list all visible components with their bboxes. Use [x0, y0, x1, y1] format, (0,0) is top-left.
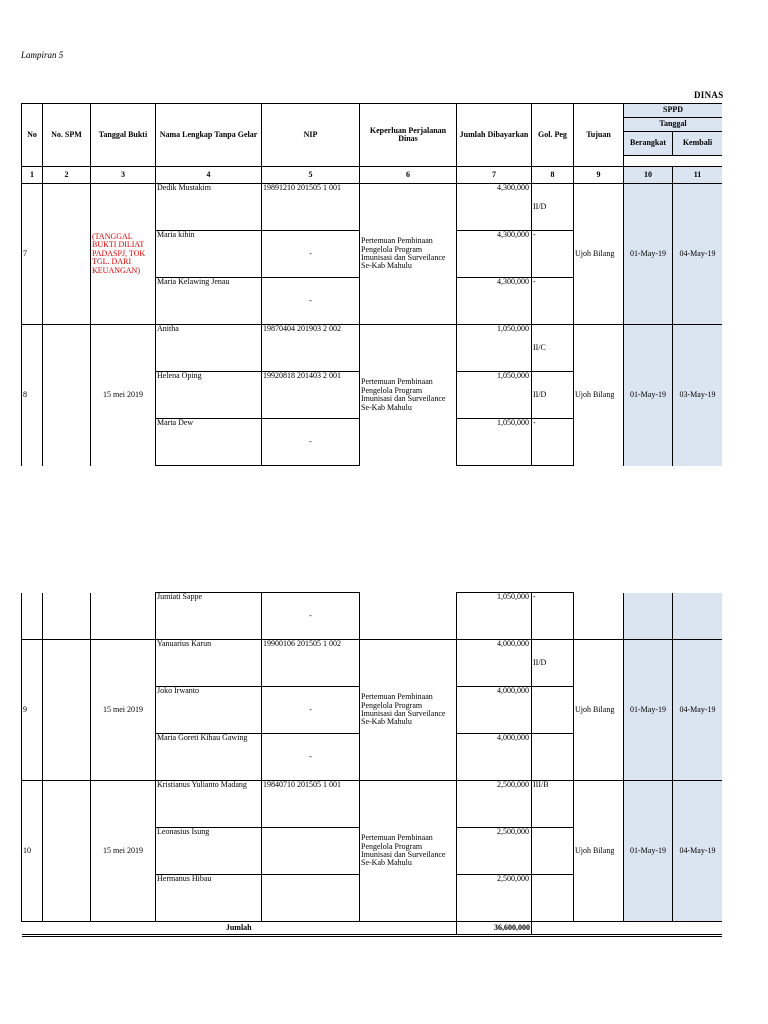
row-nama: Maria Kelawing Jenau [156, 278, 262, 325]
header-berangkat: Berangkat [624, 132, 673, 156]
header-tanggal-bukti: Tanggal Bukti [91, 104, 156, 167]
row-gol [532, 734, 574, 781]
row-gol [532, 687, 574, 734]
row-nip: - [262, 734, 360, 781]
row-tujuan: Ujoh Bilang [574, 325, 624, 466]
row-nama: Anitha [156, 325, 262, 372]
row-tanggal-bukti-cont [91, 593, 156, 640]
row-spm-cont [43, 593, 91, 640]
travel-payment-table-continued [21, 592, 722, 937]
row-no: 8 [22, 325, 43, 466]
row-nama: Marta Dew [156, 419, 262, 466]
row-nama: Maria kihin [156, 231, 262, 278]
row-nip: - [262, 231, 360, 278]
attachment-label: Lampiran 5 [21, 50, 64, 60]
travel-payment-table [21, 103, 722, 466]
col-number-5: 5 [262, 167, 360, 184]
row-gol: - [532, 419, 574, 466]
row-spm [43, 325, 91, 466]
table-row [22, 325, 723, 372]
row-gol [532, 828, 574, 875]
row-kembali: 04-May-19 [673, 184, 723, 325]
row-keperluan-cont [360, 593, 457, 640]
row-keperluan: Pertemuan Pembinaan Pengelola Program Imunisasi dan Surveilance Se-Kab Mahulu [360, 184, 457, 325]
col-number-10: 10 [624, 167, 673, 184]
col-number-9: 9 [574, 167, 624, 184]
header-jumlah: Jumlah Dibayarkan [457, 104, 532, 167]
col-number-11: 11 [673, 167, 723, 184]
row-no: 10 [22, 781, 43, 922]
row-kembali: 03-May-19 [673, 325, 723, 466]
row-jumlah: 1,050,000 [457, 593, 532, 640]
header-nip: NIP [262, 104, 360, 167]
col-number-1: 1 [22, 167, 43, 184]
row-nip [262, 875, 360, 922]
row-jumlah: 4,300,000 [457, 231, 532, 278]
total-filler [532, 922, 723, 936]
row-gol: II/D [532, 640, 574, 687]
row-nama: Yanuarius Karun [156, 640, 262, 687]
row-gol: III/B [532, 781, 574, 828]
row-kembali: 04-May-19 [673, 781, 723, 922]
row-nip: 19870404 201903 2 002 [262, 325, 360, 372]
total-label: Jumlah [22, 922, 457, 936]
header-keperluan: Keperluan Perjalanan Dinas [360, 104, 457, 167]
row-nama: Hermanus Hibau [156, 875, 262, 922]
total-value: 36,600,000 [457, 922, 532, 936]
row-kembali-cont [673, 593, 723, 640]
row-nama: Helena Oping [156, 372, 262, 419]
row-jumlah: 4,300,000 [457, 184, 532, 231]
row-jumlah: 1,050,000 [457, 419, 532, 466]
table-row [22, 593, 723, 640]
row-tujuan-cont [574, 593, 624, 640]
row-jumlah: 2,500,000 [457, 828, 532, 875]
row-nip: - [262, 687, 360, 734]
row-jumlah: 4,300,000 [457, 278, 532, 325]
table-row [22, 781, 723, 828]
row-gol: II/D [532, 184, 574, 231]
row-gol: - [532, 231, 574, 278]
col-number-7: 7 [457, 167, 532, 184]
total-row [22, 922, 723, 936]
row-gol: II/D [532, 372, 574, 419]
row-nama: Joko Irwanto [156, 687, 262, 734]
row-nip: 19920818 201403 2 001 [262, 372, 360, 419]
row-keperluan: Pertemuan Pembinaan Pengelola Program Imunisasi dan Surveilance Se-Kab Mahulu [360, 781, 457, 922]
row-jumlah: 4,000,000 [457, 734, 532, 781]
header-tujuan: Tujuan [574, 104, 624, 167]
row-no: 7 [22, 184, 43, 325]
row-tanggal-bukti: 15 mei 2019 [91, 640, 156, 781]
row-gol [532, 875, 574, 922]
header-no: No [22, 104, 43, 167]
row-nama: Maria Goreti Kihau Gawing [156, 734, 262, 781]
col-number-8: 8 [532, 167, 574, 184]
sheet-part-2 [21, 592, 722, 942]
row-jumlah: 1,050,000 [457, 325, 532, 372]
row-jumlah: 4,000,000 [457, 687, 532, 734]
row-jumlah: 2,500,000 [457, 875, 532, 922]
sheet-part-1 [21, 103, 722, 477]
header-gol: Gol. Peg [532, 104, 574, 167]
row-gol: - [532, 278, 574, 325]
header-nama: Nama Lengkap Tanpa Gelar [156, 104, 262, 167]
row-no-cont [22, 593, 43, 640]
row-tujuan: Ujoh Bilang [574, 640, 624, 781]
row-tujuan: Ujoh Bilang [574, 781, 624, 922]
table-row [22, 640, 723, 687]
row-kembali: 04-May-19 [673, 640, 723, 781]
row-jumlah: 1,050,000 [457, 372, 532, 419]
col-number-6: 6 [360, 167, 457, 184]
row-nip [262, 828, 360, 875]
table-row [22, 184, 723, 231]
row-berangkat: 01-May-19 [624, 781, 673, 922]
row-tanggal-bukti: (TANGGAL BUKTI DILIAT PADASPJ, TOK TGL. DARI KEUANGAN) [91, 184, 156, 325]
row-nip: 19840710 201505 1 001 [262, 781, 360, 828]
col-number-2: 2 [43, 167, 91, 184]
col-number-4: 4 [156, 167, 262, 184]
row-nip: 19900106 201505 1 002 [262, 640, 360, 687]
row-no: 9 [22, 640, 43, 781]
header-sppd: SPPD [624, 104, 723, 118]
row-nip: 19891210 201505 1 001 [262, 184, 360, 231]
col-number-3: 3 [91, 167, 156, 184]
row-berangkat: 01-May-19 [624, 184, 673, 325]
row-gol: II/C [532, 325, 574, 372]
row-spm [43, 781, 91, 922]
row-tanggal-bukti: 15 mei 2019 [91, 325, 156, 466]
header-spm: No. SPM [43, 104, 91, 167]
row-nama: Dedik Mustakim [156, 184, 262, 231]
row-nip: - [262, 419, 360, 466]
row-jumlah: 2,500,000 [457, 781, 532, 828]
row-tujuan: Ujoh Bilang [574, 184, 624, 325]
row-nama: Kristianus Yulianto Madang [156, 781, 262, 828]
row-nip: - [262, 593, 360, 640]
row-berangkat: 01-May-19 [624, 640, 673, 781]
dinas-heading: DINAS [694, 90, 724, 100]
row-spm [43, 184, 91, 325]
row-keperluan: Pertemuan Pembinaan Pengelola Program Imunisasi dan Surveilance Se-Kab Mahulu [360, 640, 457, 781]
header-kembali: Kembali [673, 132, 723, 156]
row-berangkat-cont [624, 593, 673, 640]
row-berangkat: 01-May-19 [624, 325, 673, 466]
row-gol: - [532, 593, 574, 640]
row-tanggal-bukti: 15 mei 2019 [91, 781, 156, 922]
row-jumlah: 4,000,000 [457, 640, 532, 687]
row-nama: Leonasius Isung [156, 828, 262, 875]
row-spm [43, 640, 91, 781]
row-nama: Jumiati Sappe [156, 593, 262, 640]
row-nip: - [262, 278, 360, 325]
row-keperluan: Pertemuan Pembinaan Pengelola Program Imunisasi dan Surveilance Se-Kab Mahulu [360, 325, 457, 466]
header-tanggal: Tanggal [624, 118, 723, 132]
